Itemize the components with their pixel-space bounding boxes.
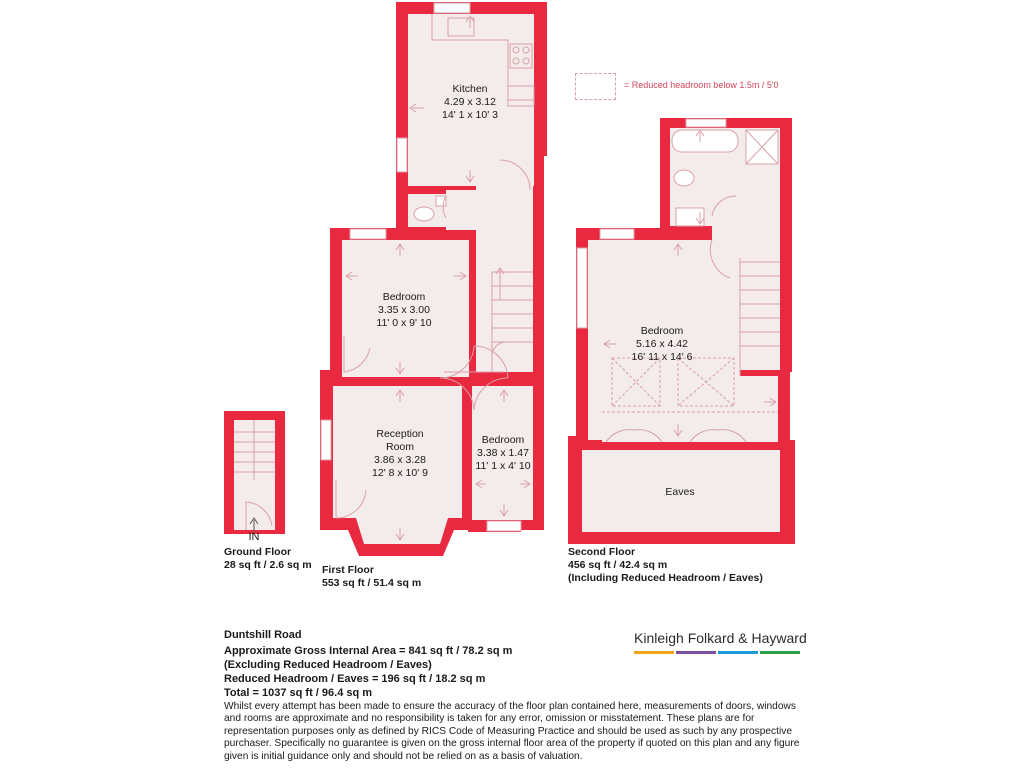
first-floor-name: First Floor xyxy=(322,564,374,576)
total-area: Total = 1037 sq ft / 96.4 sq m xyxy=(224,687,373,699)
brand-bar-1 xyxy=(634,651,674,654)
reception-imperial: 12' 8 x 10' 9 xyxy=(372,467,428,479)
reception-name-line2: Room xyxy=(385,441,415,453)
kitchen-name: Kitchen xyxy=(452,83,488,95)
second-floor-label xyxy=(568,546,763,585)
reception-metric: 3.86 x 3.28 xyxy=(374,454,426,466)
ground-floor-area: 28 sq ft / 2.6 sq m xyxy=(224,559,312,571)
excluding-note: (Excluding Reduced Headroom / Eaves) xyxy=(224,659,432,671)
eaves-divider-wall xyxy=(580,442,780,450)
first-floor-plan xyxy=(320,2,547,556)
kitchen-metric: 4.29 x 3.12 xyxy=(444,96,496,108)
second-floor-plan xyxy=(568,118,795,544)
first-floor-label xyxy=(322,564,421,590)
bedroom-2-metric: 3.38 x 1.47 xyxy=(477,447,529,459)
landing-floor xyxy=(476,158,533,372)
disclaimer: Whilst every attempt has been made to ensure the accuracy of the floor plan contained here, measurements of doors, windows and rooms are approximate and no responsibility is taken for any error, omission or misstatement. These plans are for representation purposes only as defined by RICS Code of Measuring Practice and should be used as such by any prospective purchaser. Specifically no guarantee is given on the gross internal floor area of the property if quoted on this plan and any figure given is initial guidance only and should not be relied on as a basis of valuation. xyxy=(224,701,800,762)
second-floor-name: Second Floor xyxy=(568,546,636,558)
reduced-headroom-legend-text: = Reduced headroom below 1.5m / 5'0 xyxy=(624,80,779,90)
second-floor-note: (Including Reduced Headroom / Eaves) xyxy=(568,572,763,584)
gross-area: Approximate Gross Internal Area = 841 sq ft / 78.2 sq m xyxy=(224,645,513,657)
ground-floor-name: Ground Floor xyxy=(224,546,292,558)
bedroom-2-imperial: 11' 1 x 4' 10 xyxy=(475,460,531,472)
second-bedroom-metric: 5.16 x 4.42 xyxy=(636,338,688,350)
bedroom-1-imperial: 11' 0 x 9' 10 xyxy=(376,317,432,329)
first-floor-area: 553 sq ft / 51.4 sq m xyxy=(322,577,422,589)
area-summary xyxy=(224,628,804,763)
brand-bar-3 xyxy=(718,651,758,654)
eaves-name: Eaves xyxy=(665,486,695,498)
bedroom-1-name: Bedroom xyxy=(382,291,426,303)
kitchen-imperial: 14' 1 x 10' 3 xyxy=(442,109,498,121)
brand-bar-4 xyxy=(760,651,800,654)
reduced-headroom-legend-swatch xyxy=(575,73,616,100)
address: Duntshill Road xyxy=(224,629,302,641)
ground-floor-label xyxy=(224,546,312,572)
brand-bar-2 xyxy=(676,651,716,654)
second-bedroom-imperial: 16' 11 x 14' 6 xyxy=(631,351,693,363)
reduced-headroom-area: Reduced Headroom / Eaves = 196 sq ft / 18.2 sq m xyxy=(224,673,486,685)
second-floor-area: 456 sq ft / 42.4 sq m xyxy=(568,559,668,571)
brand-logo-text: Kinleigh Folkard & Hayward xyxy=(634,630,807,646)
reception-name-line1: Reception xyxy=(376,428,424,440)
bedroom-2-name: Bedroom xyxy=(481,434,525,446)
hall-link-floor xyxy=(446,190,481,230)
second-bedroom-name: Bedroom xyxy=(640,325,684,337)
bedroom-1-metric: 3.35 x 3.00 xyxy=(378,304,430,316)
entrance-label: IN xyxy=(248,531,260,543)
ground-floor-plan xyxy=(224,411,285,543)
